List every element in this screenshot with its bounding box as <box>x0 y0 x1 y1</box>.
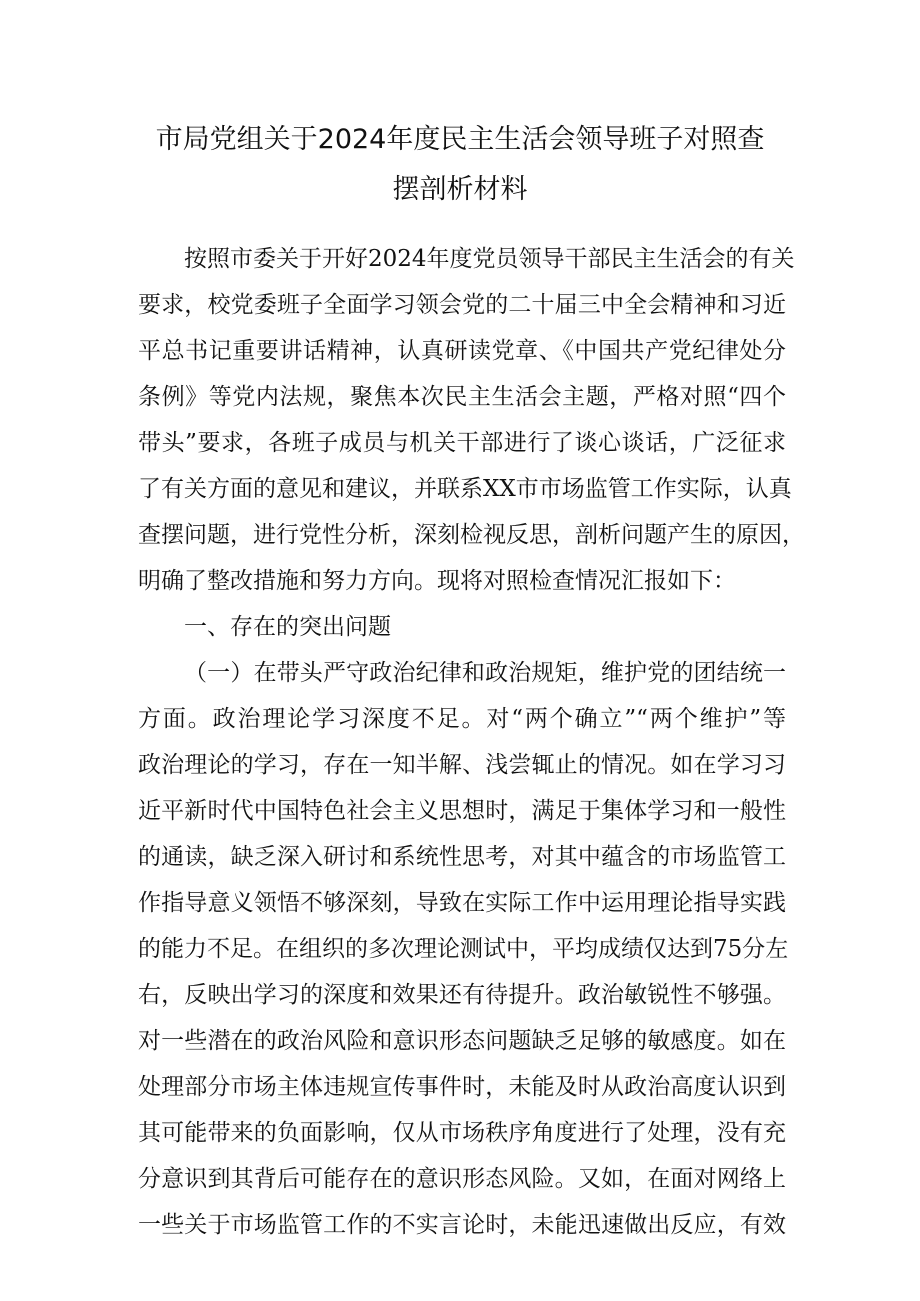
paragraph-2-line: 近平新时代中国特色社会主义思想时，满足于集体学习和一般性 <box>138 798 786 824</box>
paragraph-1-line: 按照市委关于开好2024年度党员领导干部民主生活会的有关 <box>184 246 795 272</box>
paragraph-1-line: 平总书记重要讲话精神，认真研读党章、《中国共产党纪律处分 <box>138 338 786 364</box>
paragraph-2-line: 方面。政治理论学习深度不足。对“两个确立”“两个维护”等 <box>138 706 786 732</box>
paragraph-2-line: 其可能带来的负面影响，仅从市场秩序角度进行了处理，没有充 <box>138 1120 786 1146</box>
paragraph-2-line: 对一些潜在的政治风险和意识形态问题缺乏足够的敏感度。如在 <box>138 1028 786 1054</box>
document-title-line-2: 摆剖析材料 <box>392 174 528 205</box>
paragraph-1-line: 了有关方面的意见和建议，并联系XX市市场监管工作实际，认真 <box>138 476 792 502</box>
paragraph-2-line: 分意识到其背后可能存在的意识形态风险。又如，在面对网络上 <box>138 1166 786 1192</box>
paragraph-2-line: 处理部分市场主体违规宣传事件时，未能及时从政治高度认识到 <box>138 1074 786 1100</box>
paragraph-2-line: 右，反映出学习的深度和效果还有待提升。政治敏锐性不够强。 <box>138 982 786 1008</box>
paragraph-1-line: 查摆问题，进行党性分析，深刻检视反思，剖析问题产生的原因， <box>138 522 805 548</box>
document-title-line-1: 市局党组关于2024年度民主生活会领导班子对照查 <box>155 124 765 155</box>
paragraph-1-line: 要求，校党委班子全面学习领会党的二十届三中全会精神和习近 <box>138 292 786 318</box>
paragraph-2-line: 的能力不足。在组织的多次理论测试中，平均成绩仅达到75分左 <box>138 936 789 962</box>
document-body <box>138 236 805 1248</box>
paragraph-2-line: 的通读，缺乏深入研讨和系统性思考，对其中蕴含的市场监管工 <box>138 844 786 870</box>
paragraph-1-line: 条例》等党内法规，聚焦本次民主生活会主题，严格对照“四个 <box>138 384 786 410</box>
paragraph-2-line: 政治理论的学习，存在一知半解、浅尝辄止的情况。如在学习习 <box>138 752 786 778</box>
paragraph-2-line: （一）在带头严守政治纪律和政治规矩，维护党的团结统一 <box>184 660 786 686</box>
paragraph-1-line: 明确了整改措施和努力方向。现将对照检查情况汇报如下： <box>138 568 736 594</box>
paragraph-2-line: 一些关于市场监管工作的不实言论时，未能迅速做出反应，有效 <box>138 1212 786 1238</box>
paragraph-2-line: 作指导意义领悟不够深刻，导致在实际工作中运用理论指导实践 <box>138 890 786 916</box>
paragraph-1-line: 带头”要求，各班子成员与机关干部进行了谈心谈话，广泛征求 <box>138 430 786 456</box>
section-heading: 一、存在的突出问题 <box>184 614 391 640</box>
